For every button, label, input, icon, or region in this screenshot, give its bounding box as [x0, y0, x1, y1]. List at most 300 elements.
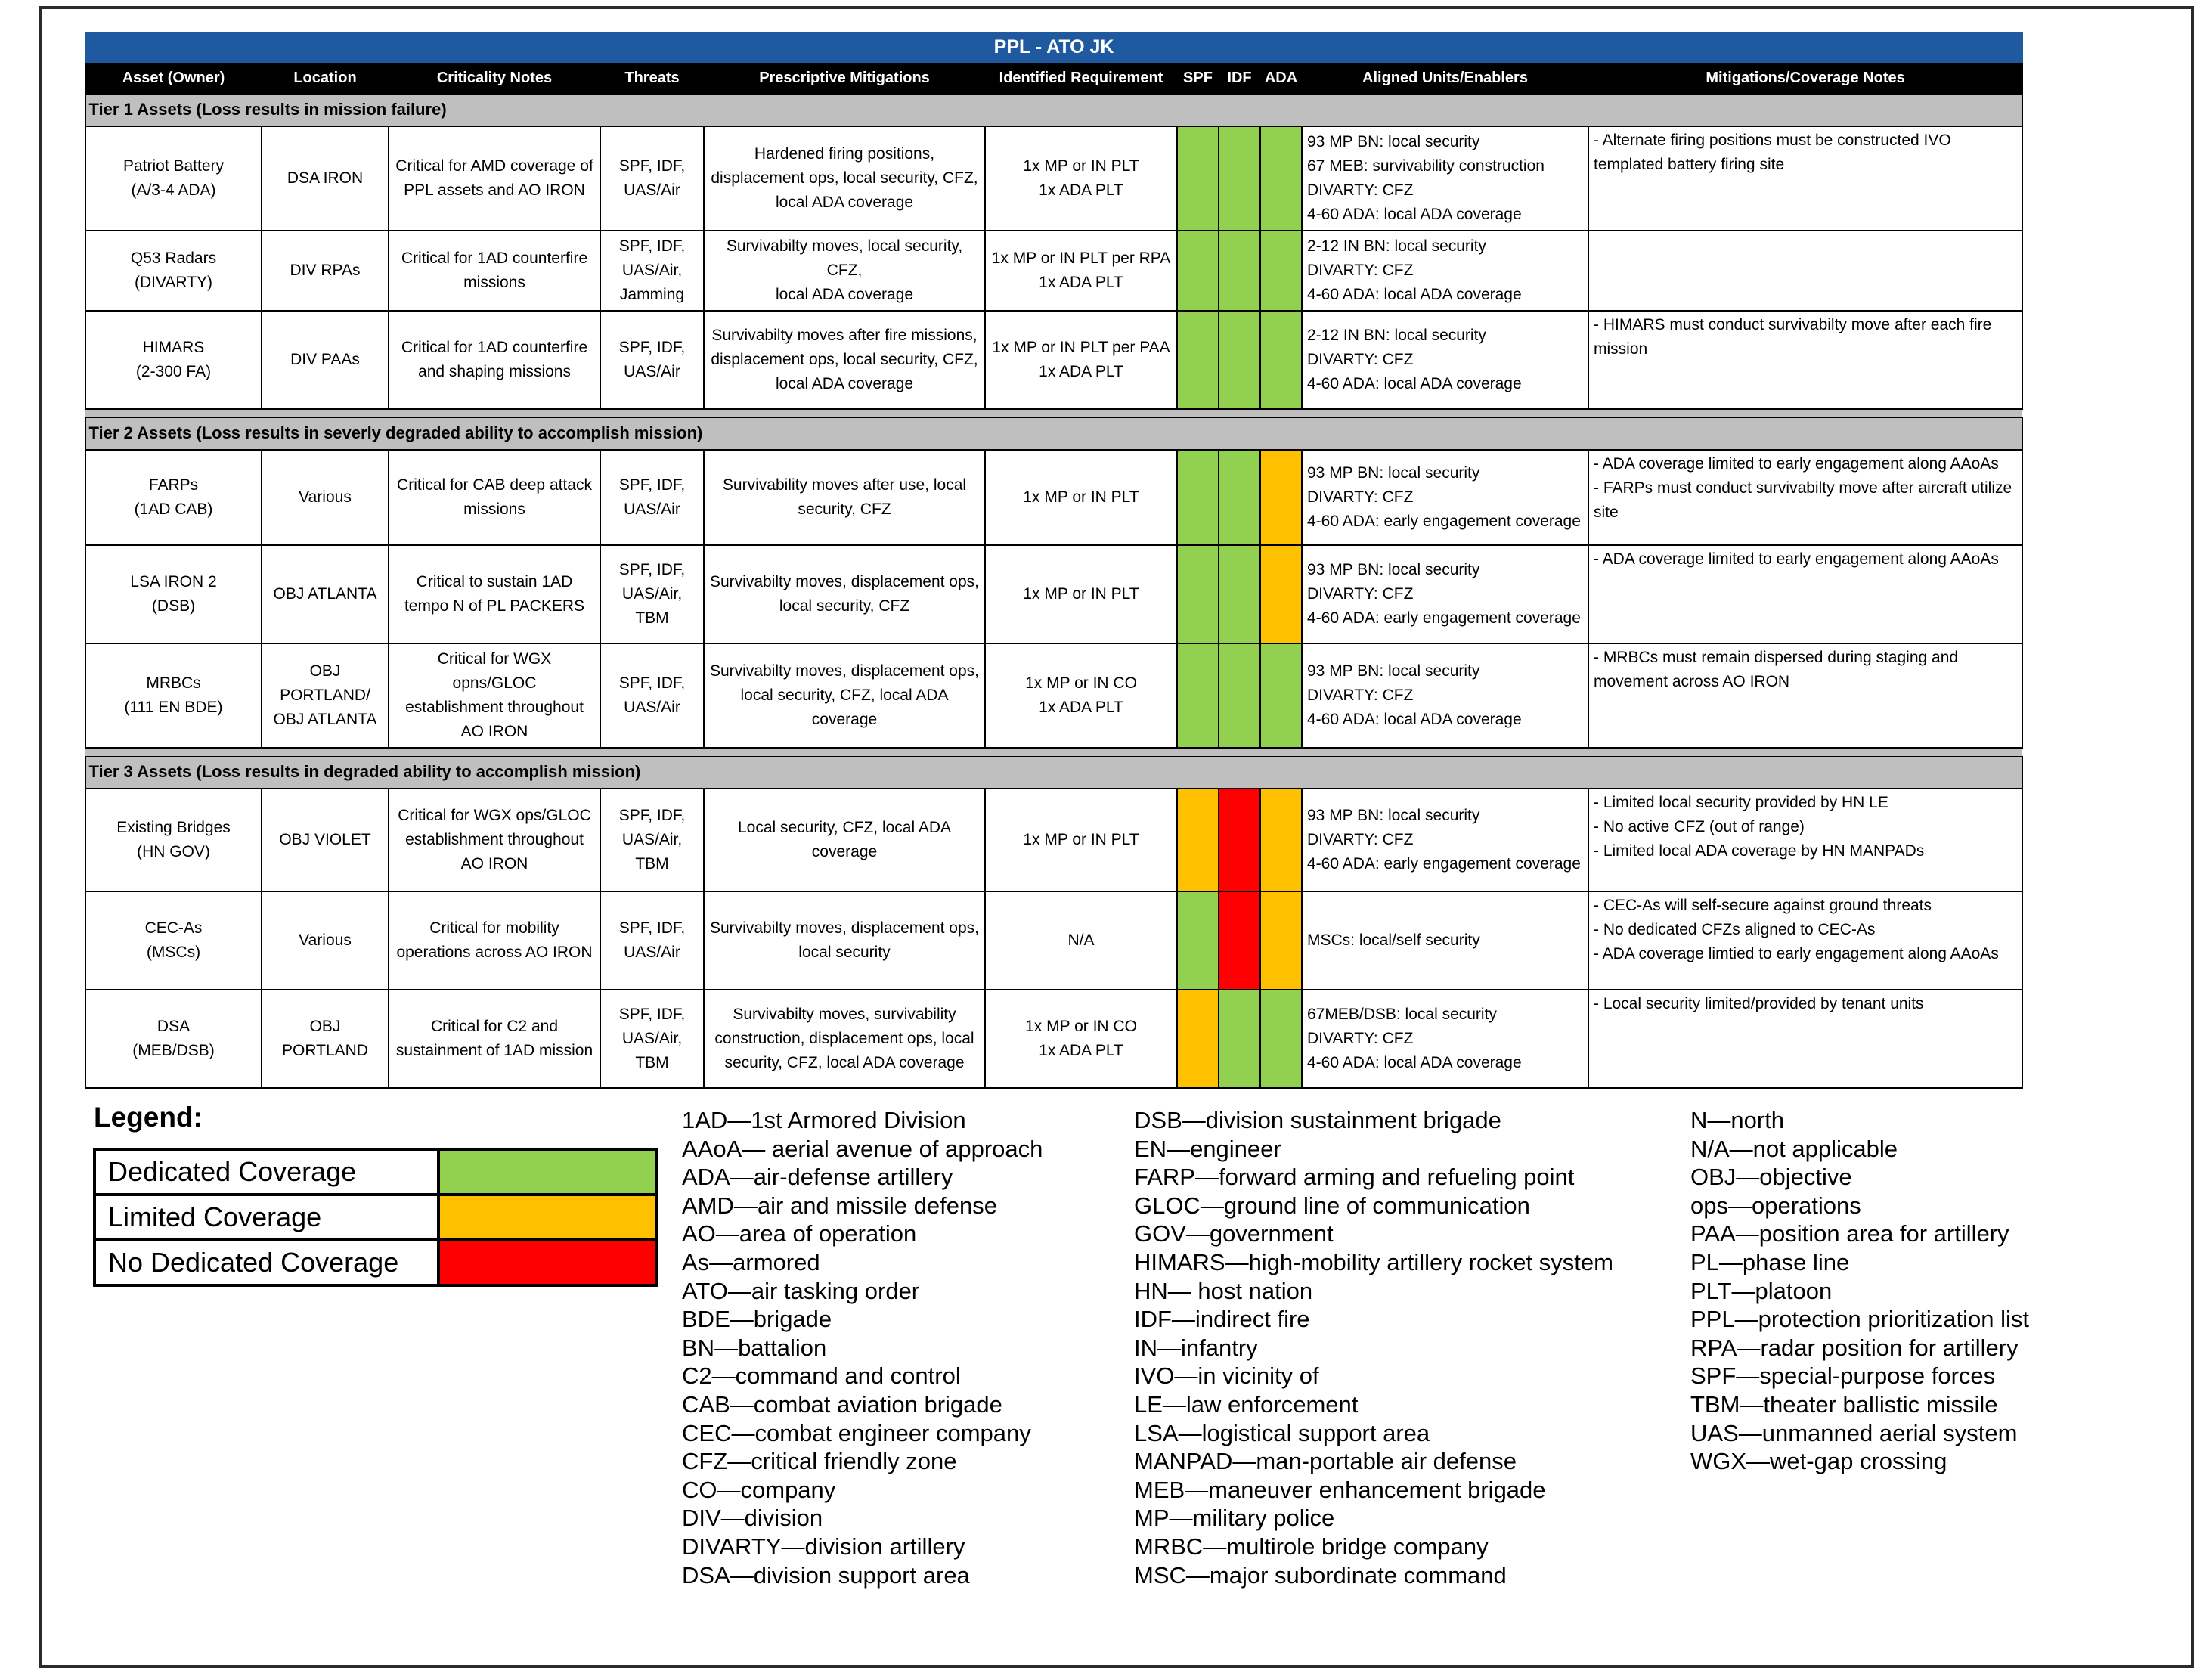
cell-line: AO IRON: [460, 854, 528, 873]
idf-coverage-cell: [1219, 891, 1260, 990]
cell-line: 93 MP BN: local security: [1307, 560, 1480, 578]
cell-line: SPF, IDF,: [618, 338, 686, 356]
abbreviation-entry: MANPAD—man-portable air defense: [1134, 1448, 1517, 1475]
mitigations-cell: [704, 450, 985, 545]
table-row: [85, 231, 2022, 311]
idf-coverage-cell: [1219, 990, 1260, 1088]
cell-line: SPF, IDF,: [618, 1005, 686, 1023]
coverage-notes-cell: [1588, 990, 2022, 1088]
abbreviation-entry: N—north: [1690, 1107, 1785, 1133]
spf-coverage-cell: [1177, 789, 1219, 891]
column-header: Criticality Notes: [389, 63, 600, 95]
asset-cell: [85, 450, 262, 545]
table-row: [85, 789, 2022, 891]
aligned-units-cell: [1302, 311, 1588, 409]
cell-line: SPF, IDF,: [618, 157, 686, 175]
location-cell: [262, 231, 389, 311]
legend-swatch: [438, 1240, 656, 1285]
cell-line: - HIMARS must conduct survivabilty move after each fire: [1594, 315, 1992, 333]
abbreviation-entry: IN—infantry: [1134, 1334, 1258, 1361]
mitigations-cell: [704, 126, 985, 231]
cell-line: Survivabilty moves, displacement ops,: [710, 919, 979, 937]
abbreviation-entry: DIV—division: [682, 1505, 823, 1532]
cell-line: 1x ADA PLT: [1039, 273, 1123, 291]
abbreviation-entry: CO—company: [682, 1476, 836, 1503]
cell-line: displacement ops, local security, CFZ,: [711, 169, 978, 187]
cell-line: LSA IRON 2: [130, 572, 217, 590]
abbreviation-entry: CFZ—critical friendly zone: [682, 1448, 957, 1475]
cell-line: - Limited local ADA coverage by HN MANPADs: [1594, 842, 1925, 860]
location-cell: [262, 450, 389, 545]
ada-coverage-cell: [1260, 231, 1302, 311]
legend-row: [94, 1149, 656, 1195]
threats-cell: [600, 311, 704, 409]
spf-coverage-cell: [1177, 891, 1219, 990]
cell-line: construction, displacement ops, local: [714, 1029, 974, 1047]
cell-line: 93 MP BN: local security: [1307, 662, 1480, 680]
table-row: [85, 450, 2022, 545]
aligned-units-cell: [1302, 990, 1588, 1088]
cell-line: 1x MP or IN PLT: [1023, 830, 1139, 848]
table-title: PPL - ATO JK: [85, 33, 2022, 63]
cell-line: - Limited local security provided by HN LE: [1594, 793, 1888, 811]
mitigations-cell: [704, 789, 985, 891]
cell-line: OBJ ATLANTA: [273, 710, 377, 728]
requirement-cell: [985, 126, 1177, 231]
abbreviation-entry: MEB—maneuver enhancement brigade: [1134, 1476, 1546, 1503]
abbreviation-entry: IVO—in vicinity of: [1134, 1362, 1319, 1390]
spf-coverage-cell: [1177, 311, 1219, 409]
cell-line: 4-60 ADA: local ADA coverage: [1307, 285, 1522, 303]
cell-line: PPL assets and AO IRON: [404, 181, 585, 199]
criticality-cell: [389, 311, 600, 409]
cell-line: (DIVARTY): [134, 273, 213, 291]
cell-line: DIVARTY: CFZ: [1307, 1029, 1414, 1047]
cell-line: - No active CFZ (out of range): [1594, 817, 1805, 835]
cell-line: missions: [463, 500, 525, 518]
tier-label: Tier 1 Assets (Loss results in mission failure): [85, 95, 2022, 126]
cell-line: 4-60 ADA: early engagement coverage: [1307, 512, 1581, 530]
cell-line: (DSB): [151, 597, 196, 615]
asset-cell: [85, 643, 262, 748]
cell-line: DIVARTY: CFZ: [1307, 830, 1414, 848]
cell-line: - FARPs must conduct survivabilty move after aircraft utilize: [1594, 479, 2012, 497]
cell-line: DSA IRON: [287, 169, 364, 187]
aligned-units-cell: [1302, 643, 1588, 748]
tier-header-row: [85, 418, 2022, 450]
cell-line: Hardened firing positions,: [754, 144, 935, 163]
column-header: Mitigations/Coverage Notes: [1588, 63, 2022, 95]
ada-coverage-cell: [1260, 126, 1302, 231]
cell-line: DIVARTY: CFZ: [1307, 584, 1414, 603]
threats-cell: [600, 891, 704, 990]
cell-line: Critical for WGX ops/GLOC: [398, 806, 591, 824]
spf-coverage-cell: [1177, 643, 1219, 748]
abbreviation-entry: EN—engineer: [1134, 1135, 1281, 1162]
spf-coverage-cell: [1177, 231, 1219, 311]
cell-line: Local security, CFZ, local ADA: [737, 818, 952, 836]
cell-line: Critical for 1AD counterfire: [401, 338, 588, 356]
table-row: [85, 891, 2022, 990]
requirement-cell: [985, 789, 1177, 891]
cell-line: Critical for AMD coverage of: [395, 157, 593, 175]
asset-cell: [85, 990, 262, 1088]
location-cell: [262, 545, 389, 643]
legend-row: [94, 1195, 656, 1240]
cell-line: (MEB/DSB): [132, 1041, 215, 1059]
legend-swatch: [438, 1149, 656, 1195]
mitigations-cell: [704, 891, 985, 990]
cell-line: establishment throughout: [405, 698, 584, 716]
location-cell: [262, 990, 389, 1088]
cell-line: OBJ PORTLAND/: [280, 662, 370, 704]
abbreviation-entry: BDE—brigade: [682, 1306, 832, 1333]
column-header: Asset (Owner): [85, 63, 262, 95]
cell-line: 1x MP or IN CO: [1025, 674, 1137, 692]
requirement-cell: [985, 990, 1177, 1088]
cell-line: DIVARTY: CFZ: [1307, 261, 1414, 279]
cell-line: and shaping missions: [418, 362, 571, 380]
abbreviation-entry: AO—area of operation: [682, 1220, 917, 1248]
abbreviation-entry: PLT—platoon: [1690, 1277, 1833, 1304]
abbreviation-entry: 1AD—1st Armored Division: [682, 1107, 966, 1133]
table-row: [85, 545, 2022, 643]
spf-coverage-cell: [1177, 450, 1219, 545]
abbreviation-entry: MRBC—multirole bridge company: [1134, 1533, 1489, 1560]
cell-line: missions: [463, 273, 525, 291]
coverage-notes-cell: [1588, 450, 2022, 545]
table-row: [85, 990, 2022, 1088]
cell-line: Survivabilty moves, displacement ops,: [710, 572, 979, 590]
ada-coverage-cell: [1260, 990, 1302, 1088]
cell-line: 1x MP or IN CO: [1025, 1017, 1137, 1035]
cell-line: CEC-As: [144, 919, 203, 937]
cell-line: (MSCs): [146, 943, 201, 961]
abbreviation-entry: LSA—logistical support area: [1134, 1419, 1430, 1446]
cell-line: OBJ VIOLET: [279, 830, 371, 848]
cell-line: SPF, IDF,: [618, 476, 686, 494]
abbreviations-column-2: [1134, 1106, 1613, 1589]
cell-line: SPF, IDF,: [618, 674, 686, 692]
threats-cell: [600, 545, 704, 643]
cell-line: UAS/Air: [624, 362, 680, 380]
mitigations-cell: [704, 231, 985, 311]
cell-line: Critical for WGX opns/GLOC: [437, 649, 552, 692]
abbreviation-entry: ATO—air tasking order: [682, 1277, 920, 1304]
cell-line: 93 MP BN: local security: [1307, 132, 1480, 150]
cell-line: 1x ADA PLT: [1039, 698, 1123, 716]
cell-line: MSCs: local/self security: [1307, 931, 1480, 949]
abbreviation-entry: AAoA— aerial avenue of approach: [682, 1135, 1043, 1162]
location-cell: [262, 643, 389, 748]
ada-coverage-cell: [1260, 643, 1302, 748]
cell-line: Survivabilty moves, local security, CFZ,: [726, 237, 963, 279]
criticality-cell: [389, 643, 600, 748]
threats-cell: [600, 789, 704, 891]
cell-line: 1x MP or IN PLT per PAA: [992, 338, 1170, 356]
abbreviation-entry: FARP—forward arming and refueling point: [1134, 1164, 1575, 1191]
idf-coverage-cell: [1219, 643, 1260, 748]
cell-line: Critical for C2 and: [430, 1017, 559, 1035]
spf-coverage-cell: [1177, 545, 1219, 643]
ppl-table: [85, 32, 2023, 1089]
asset-cell: [85, 231, 262, 311]
mitigations-cell: [704, 643, 985, 748]
tier-label: Tier 2 Assets (Loss results in severly degraded ability to accomplish mission): [85, 418, 2022, 450]
cell-line: OBJ ATLANTA: [273, 584, 377, 603]
cell-line: Existing Bridges: [116, 818, 231, 836]
abbreviation-entry: ops—operations: [1690, 1192, 1861, 1219]
cell-line: - ADA coverage limtied to early engagement along AAoAs: [1594, 944, 1999, 962]
cell-line: N/A: [1067, 931, 1095, 949]
cell-line: Patriot Battery: [122, 157, 225, 175]
idf-coverage-cell: [1219, 231, 1260, 311]
cell-line: UAS/Air, TBM: [621, 1029, 683, 1071]
tier-separator: [85, 409, 2022, 418]
criticality-cell: [389, 126, 600, 231]
cell-line: Q53 Radars: [130, 249, 217, 267]
cell-line: 1x MP or IN PLT: [1023, 584, 1139, 603]
abbreviation-entry: PAA—position area for artillery: [1690, 1220, 2009, 1248]
cell-line: SPF, IDF,: [618, 919, 686, 937]
aligned-units-cell: [1302, 450, 1588, 545]
tier-header-row: [85, 757, 2022, 789]
threats-cell: [600, 231, 704, 311]
cell-line: 1x MP or IN PLT: [1023, 488, 1139, 506]
cell-line: sustainment of 1AD mission: [395, 1041, 593, 1059]
cell-line: 4-60 ADA: local ADA coverage: [1307, 710, 1522, 728]
abbreviation-entry: GOV—government: [1134, 1220, 1334, 1248]
abbreviation-entry: BN—battalion: [682, 1334, 827, 1361]
cell-line: DIVARTY: CFZ: [1307, 488, 1414, 506]
tier-header-row: [85, 95, 2022, 126]
cell-line: FARPs: [148, 476, 199, 494]
cell-line: coverage: [811, 842, 878, 860]
location-cell: [262, 126, 389, 231]
cell-line: 67 MEB: survivability construction: [1307, 157, 1545, 175]
cell-line: 2-12 IN BN: local security: [1307, 326, 1486, 344]
cell-line: templated battery firing site: [1594, 155, 1785, 173]
abbreviation-entry: HN— host nation: [1134, 1277, 1313, 1304]
asset-cell: [85, 545, 262, 643]
abbreviation-entry: HIMARS—high-mobility artillery rocket system: [1134, 1248, 1613, 1275]
idf-coverage-cell: [1219, 311, 1260, 409]
asset-cell: [85, 891, 262, 990]
cell-line: - Local security limited/provided by tenant units: [1594, 994, 1924, 1012]
abbreviation-entry: OBJ—objective: [1690, 1164, 1852, 1191]
idf-coverage-cell: [1219, 450, 1260, 545]
coverage-notes-cell: [1588, 311, 2022, 409]
coverage-notes-cell: [1588, 231, 2022, 311]
cell-line: 67MEB/DSB: local security: [1307, 1005, 1497, 1023]
cell-line: 4-60 ADA: local ADA coverage: [1307, 374, 1522, 392]
mitigations-cell: [704, 311, 985, 409]
cell-line: site: [1594, 503, 1619, 521]
cell-line: UAS/Air: [624, 698, 680, 716]
cell-line: security, CFZ, local ADA coverage: [724, 1053, 965, 1071]
cell-line: 1x ADA PLT: [1039, 1041, 1123, 1059]
cell-line: SPF, IDF,: [618, 237, 686, 255]
cell-line: UAS/Air: [624, 943, 680, 961]
cell-line: Critical for 1AD counterfire: [401, 249, 588, 267]
tier-separator: [85, 748, 2022, 757]
table-row: [85, 643, 2022, 748]
cell-line: 4-60 ADA: early engagement coverage: [1307, 609, 1581, 627]
abbreviations-column-3: [1690, 1106, 2029, 1476]
column-header: Threats: [600, 63, 704, 95]
column-header: Aligned Units/Enablers: [1302, 63, 1588, 95]
abbreviations-column-1: [682, 1106, 1043, 1589]
criticality-cell: [389, 450, 600, 545]
cell-line: Various: [299, 931, 352, 949]
cell-line: UAS/Air, TBM: [621, 584, 683, 627]
asset-cell: [85, 789, 262, 891]
requirement-cell: [985, 643, 1177, 748]
ada-coverage-cell: [1260, 311, 1302, 409]
cell-line: DIV PAAs: [290, 350, 360, 368]
cell-line: UAS/Air: [624, 500, 680, 518]
cell-line: (HN GOV): [137, 842, 210, 860]
column-header: Identified Requirement: [985, 63, 1177, 95]
aligned-units-cell: [1302, 545, 1588, 643]
location-cell: [262, 311, 389, 409]
criticality-cell: [389, 990, 600, 1088]
asset-cell: [85, 311, 262, 409]
cell-line: SPF, IDF,: [618, 806, 686, 824]
ada-coverage-cell: [1260, 450, 1302, 545]
cell-line: OBJ PORTLAND: [282, 1017, 368, 1059]
idf-coverage-cell: [1219, 789, 1260, 891]
aligned-units-cell: [1302, 126, 1588, 231]
cell-line: Critical for mobility: [429, 919, 559, 937]
cell-line: local ADA coverage: [775, 285, 914, 303]
tier-separator-cell: [85, 409, 2022, 418]
cell-line: HIMARS: [142, 338, 205, 356]
legend-row: [94, 1240, 656, 1285]
abbreviation-entry: UAS—unmanned aerial system: [1690, 1419, 2018, 1446]
criticality-cell: [389, 789, 600, 891]
cell-line: 1x ADA PLT: [1039, 362, 1123, 380]
abbreviation-entry: DSA—division support area: [682, 1561, 970, 1589]
cell-line: Survivabilty moves, displacement ops,: [710, 662, 979, 680]
requirement-cell: [985, 891, 1177, 990]
cell-line: local security, CFZ: [779, 597, 910, 615]
cell-line: local ADA coverage: [775, 193, 914, 211]
threats-cell: [600, 990, 704, 1088]
criticality-cell: [389, 231, 600, 311]
criticality-cell: [389, 545, 600, 643]
abbreviation-entry: MP—military police: [1134, 1505, 1335, 1532]
cell-line: 1x MP or IN PLT per RPA: [991, 249, 1171, 267]
requirement-cell: [985, 311, 1177, 409]
column-header: IDF: [1219, 63, 1260, 95]
mitigations-cell: [704, 545, 985, 643]
abbreviation-entry: N/A—not applicable: [1690, 1135, 1898, 1162]
cell-line: tempo N of PL PACKERS: [404, 597, 585, 615]
ada-coverage-cell: [1260, 891, 1302, 990]
header-row: [85, 63, 2022, 95]
coverage-notes-cell: [1588, 126, 2022, 231]
abbreviation-entry: GLOC—ground line of communication: [1134, 1192, 1530, 1219]
cell-line: Various: [299, 488, 352, 506]
legend-label: Limited Coverage: [94, 1195, 438, 1240]
cell-line: Critical for CAB deep attack: [397, 476, 592, 494]
cell-line: 4-60 ADA: local ADA coverage: [1307, 205, 1522, 223]
cell-line: DIVARTY: CFZ: [1307, 350, 1414, 368]
aligned-units-cell: [1302, 231, 1588, 311]
cell-line: 1x ADA PLT: [1039, 181, 1123, 199]
threats-cell: [600, 450, 704, 545]
cell-line: - ADA coverage limited to early engagement along AAoAs: [1594, 454, 1999, 473]
cell-line: SPF, IDF,: [618, 560, 686, 578]
coverage-notes-cell: [1588, 789, 2022, 891]
cell-line: UAS/Air,: [621, 261, 683, 279]
idf-coverage-cell: [1219, 545, 1260, 643]
column-header: Location: [262, 63, 389, 95]
coverage-notes-cell: [1588, 545, 2022, 643]
table-row: [85, 126, 2022, 231]
cell-line: 1x MP or IN PLT: [1023, 157, 1139, 175]
legend-table: [93, 1148, 658, 1287]
abbreviation-entry: MSC—major subordinate command: [1134, 1561, 1507, 1589]
idf-coverage-cell: [1219, 126, 1260, 231]
cell-line: DIVARTY: CFZ: [1307, 686, 1414, 704]
cell-line: Survivabilty moves after fire missions,: [711, 326, 978, 344]
column-header: SPF: [1177, 63, 1219, 95]
cell-line: - No dedicated CFZs aligned to CEC-As: [1594, 920, 1876, 938]
cell-line: - MRBCs must remain dispersed during staging and: [1594, 648, 1959, 666]
cell-line: movement across AO IRON: [1594, 672, 1790, 690]
cell-line: - ADA coverage limited to early engagement along AAoAs: [1594, 550, 1999, 568]
cell-line: (2-300 FA): [135, 362, 212, 380]
location-cell: [262, 789, 389, 891]
abbreviation-entry: RPA—radar position for artillery: [1690, 1334, 2019, 1361]
cell-line: - CEC-As will self-secure against ground threats: [1594, 896, 1932, 914]
cell-line: (111 EN BDE): [124, 698, 223, 716]
cell-line: UAS/Air, TBM: [621, 830, 683, 873]
abbreviation-entry: WGX—wet-gap crossing: [1690, 1448, 1947, 1475]
threats-cell: [600, 643, 704, 748]
cell-line: MRBCs: [146, 674, 201, 692]
cell-line: AO IRON: [460, 722, 528, 740]
aligned-units-cell: [1302, 891, 1588, 990]
cell-line: displacement ops, local security, CFZ,: [711, 350, 978, 368]
legend-label: No Dedicated Coverage: [94, 1240, 438, 1285]
requirement-cell: [985, 545, 1177, 643]
requirement-cell: [985, 231, 1177, 311]
column-header: ADA: [1260, 63, 1302, 95]
abbreviation-entry: CEC—combat engineer company: [682, 1419, 1031, 1446]
abbreviation-entry: TBM—theater ballistic missile: [1690, 1390, 1998, 1418]
cell-line: Critical to sustain 1AD: [416, 572, 573, 590]
aligned-units-cell: [1302, 789, 1588, 891]
abbreviation-entry: LE—law enforcement: [1134, 1390, 1359, 1418]
coverage-notes-cell: [1588, 891, 2022, 990]
spf-coverage-cell: [1177, 126, 1219, 231]
cell-line: DIVARTY: CFZ: [1307, 181, 1414, 199]
cell-line: Jamming: [619, 285, 685, 303]
cell-line: UAS/Air: [624, 181, 680, 199]
tier-separator-cell: [85, 748, 2022, 757]
spf-coverage-cell: [1177, 990, 1219, 1088]
cell-line: (1AD CAB): [134, 500, 213, 518]
cell-line: Survivabilty moves, survivability: [733, 1005, 956, 1023]
table-row: [85, 311, 2022, 409]
abbreviation-entry: SPF—special-purpose forces: [1690, 1362, 1996, 1390]
abbreviation-entry: As—armored: [682, 1248, 820, 1275]
abbreviation-entry: C2—command and control: [682, 1362, 961, 1390]
cell-line: local security, CFZ, local ADA coverage: [740, 686, 949, 728]
